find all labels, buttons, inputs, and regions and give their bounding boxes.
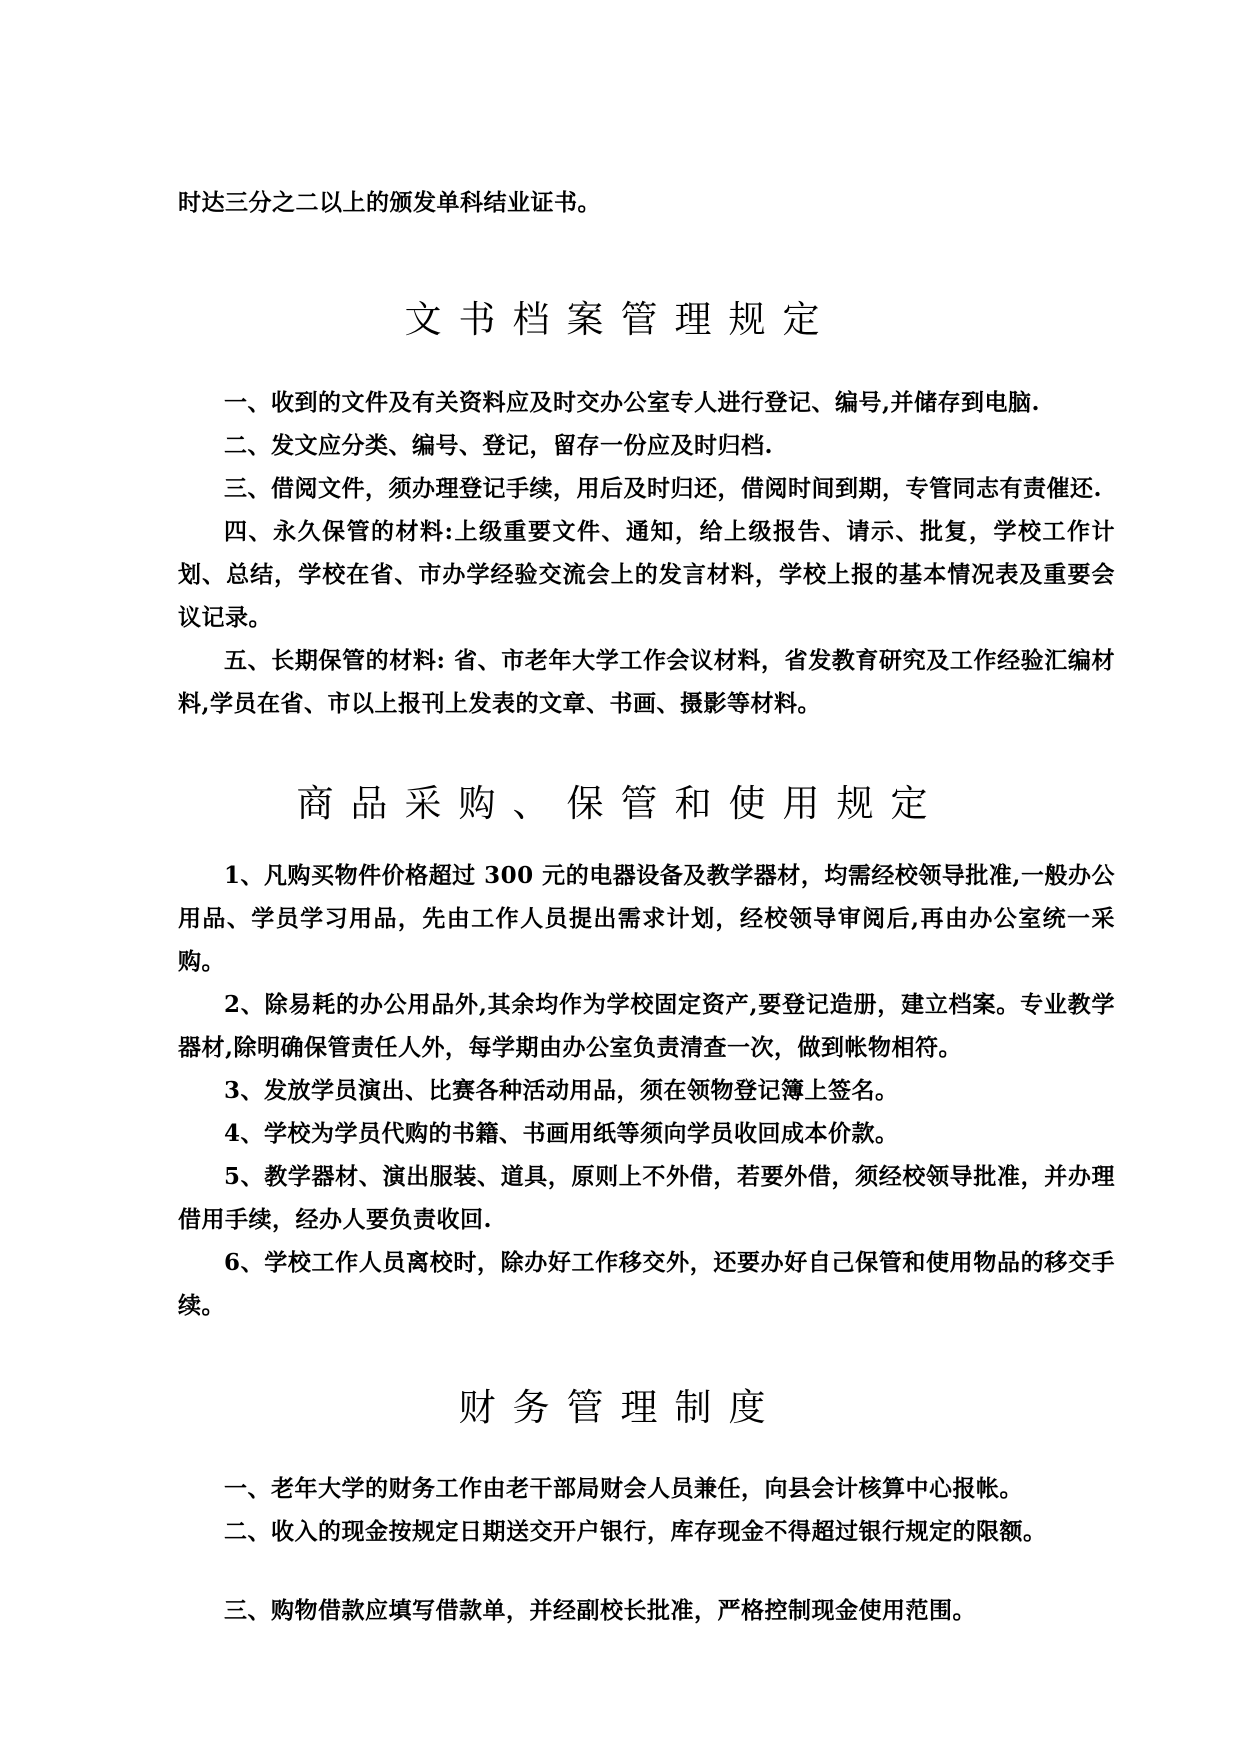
paragraph: 三、购物借款应填写借款单，并经副校长批准，严格控制现金使用范围。 bbox=[224, 1597, 976, 1624]
paragraph: 6、学校工作人员离校时，除办好工作移交外，还要办好自己保管和使用物品的移交手续。 bbox=[178, 1249, 1115, 1319]
paragraph: 3、发放学员演出、比赛各种活动用品，须在领物登记簿上签名。 bbox=[224, 1077, 899, 1104]
paragraph: 2、除易耗的办公用品外,其余均作为学校固定资产,要登记造册，建立档案。专业教学器材,除明确保管责任人外，每学期由办公室负责清查一次，做到帐物相符。 bbox=[178, 991, 1115, 1061]
paragraph: 四、永久保管的材料:上级重要文件、通知，给上级报告、请示、批复，学校工作计划、总结，学校在省、市办学经验交流会上的发言材料，学校上报的基本情况表及重要会议记录。 bbox=[178, 518, 1115, 631]
paragraph: 三、借阅文件，须办理登记手续，用后及时归还，借阅时间到期，专管同志有责催还. bbox=[224, 475, 1103, 502]
section-title-archives: 文书档案管理规定 bbox=[404, 298, 837, 341]
paragraph: 1、凡购买物件价格超过 300 元的电器设备及教学器材，均需经校领导批准,一般办公用品、学员学习用品，先由工作人员提出需求计划，经校领导审阅后,再由办公室统一采购。 bbox=[178, 862, 1115, 975]
paragraph: 二、发文应分类、编号、登记，留存一份应及时归档. bbox=[224, 432, 774, 459]
paragraph: 五、长期保管的材料: 省、市老年大学工作会议材料，省发教育研究及工作经验汇编材料,学员在省、市以上报刊上发表的文章、书画、摄影等材料。 bbox=[178, 647, 1115, 717]
paragraph: 一、收到的文件及有关资料应及时交办公室专人进行登记、编号,并储存到电脑. bbox=[224, 389, 1041, 416]
paragraph: 4、学校为学员代购的书籍、书画用纸等须向学员收回成本价款。 bbox=[224, 1120, 899, 1147]
section-title-procurement: 商品采购、保管和使用规定 bbox=[296, 782, 945, 825]
section-body-finance-continued bbox=[178, 1589, 1115, 1632]
section-body-archives bbox=[178, 381, 1115, 725]
section-body-procurement bbox=[178, 854, 1115, 1327]
section-title-finance: 财务管理制度 bbox=[458, 1386, 783, 1429]
paragraph: 二、收入的现金按规定日期送交开户银行，库存现金不得超过银行规定的限额。 bbox=[224, 1518, 1047, 1545]
continuation-paragraph: 时达三分之二以上的颁发单科结业证书。 bbox=[178, 189, 601, 216]
continuation-text bbox=[178, 181, 1115, 224]
paragraph: 5、教学器材、演出服装、道具，原则上不外借，若要外借，须经校领导批准，并办理借用手续，经办人要负责收回. bbox=[178, 1163, 1115, 1233]
section-body-finance bbox=[178, 1467, 1115, 1553]
paragraph: 一、老年大学的财务工作由老干部局财会人员兼任，向县会计核算中心报帐。 bbox=[224, 1475, 1023, 1502]
